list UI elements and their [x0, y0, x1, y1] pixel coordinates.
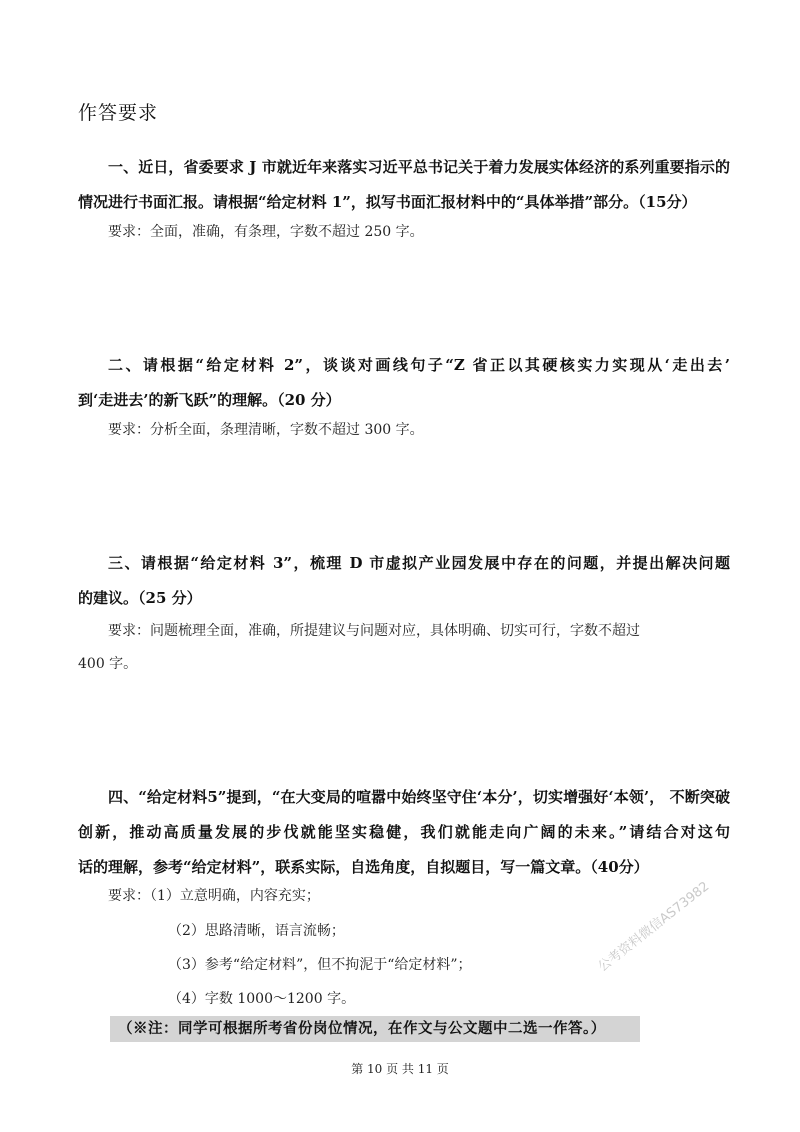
- question-4-requirement: 要求：（1）立意明确，内容充实；: [108, 888, 320, 904]
- question-2-line-2: 到‘走进去’的新飞跃”的理解。（20 分）: [78, 391, 341, 409]
- question-4-line-1: 四、“给定材料5”提到，“在大变局的喧嚣中始终坚守住‘本分’，切实增强好‘本领’，: [108, 788, 665, 806]
- question-3: [78, 546, 730, 616]
- question-4-line-3: 话的理解，参考“给定材料”，联系实际，自选角度，自拟题目，写一篇文章。（40分）: [78, 858, 649, 876]
- question-1-requirement: 要求：全面，准确，有条理，字数不超过 250 字。: [108, 224, 424, 240]
- question-4: [78, 780, 730, 885]
- page-title: 作答要求: [78, 102, 159, 124]
- question-1-line-1: 一、近日，省委要求 J 市就近年来落实习近平总书记关于着力发展实体经济的系列重要指示的: [108, 158, 730, 176]
- watermark: 公考资料微信AS73982: [595, 879, 713, 975]
- question-1-line-2: 情况进行书面汇报。请根据“给定材料 1”，拟写书面汇报材料中的“具体举措”部分。（15分）: [78, 193, 697, 211]
- question-1: [78, 150, 730, 220]
- question-4-requirement-item: （4）字数 1000～1200 字。: [168, 991, 356, 1007]
- question-4-requirement-item: （2）思路清晰，语言流畅；: [168, 923, 345, 939]
- question-3-line-1: 三、请根据“给定材料 3”，梳理 D 市虚拟产业园发展中存在的问题，并提出解决问题: [108, 554, 730, 572]
- question-4-line-2: 不断突破创新，推动高质量发展的步伐就能坚实稳健，我们就能走向广阔的未来。”请结合对这句: [78, 788, 730, 841]
- question-2: [78, 348, 730, 418]
- question-3-requirement-line-1: 要求：问题梳理全面，准确，所提建议与问题对应，具体明确、切实可行，字数不超过: [108, 623, 640, 639]
- question-3-requirement-line-2: 400 字。: [78, 656, 138, 672]
- question-3-line-2: 的建议。（25 分）: [78, 589, 202, 607]
- question-3-requirement: [78, 615, 730, 681]
- question-2-requirement: 要求：分析全面，条理清晰，字数不超过 300 字。: [108, 422, 424, 438]
- question-4-requirement-item: （3）参考“给定材料”，但不拘泥于“给定材料”；: [168, 957, 472, 973]
- exam-note: （※注：同学可根据所考省份岗位情况，在作文与公文题中二选一作答。）: [110, 1016, 640, 1042]
- question-2-line-1: 二、请根据“给定材料 2”，谈谈对画线句子“Z 省正以其硬核实力实现从‘走出去’: [108, 356, 730, 374]
- page-footer: 第 10 页 共 11 页: [351, 1062, 449, 1076]
